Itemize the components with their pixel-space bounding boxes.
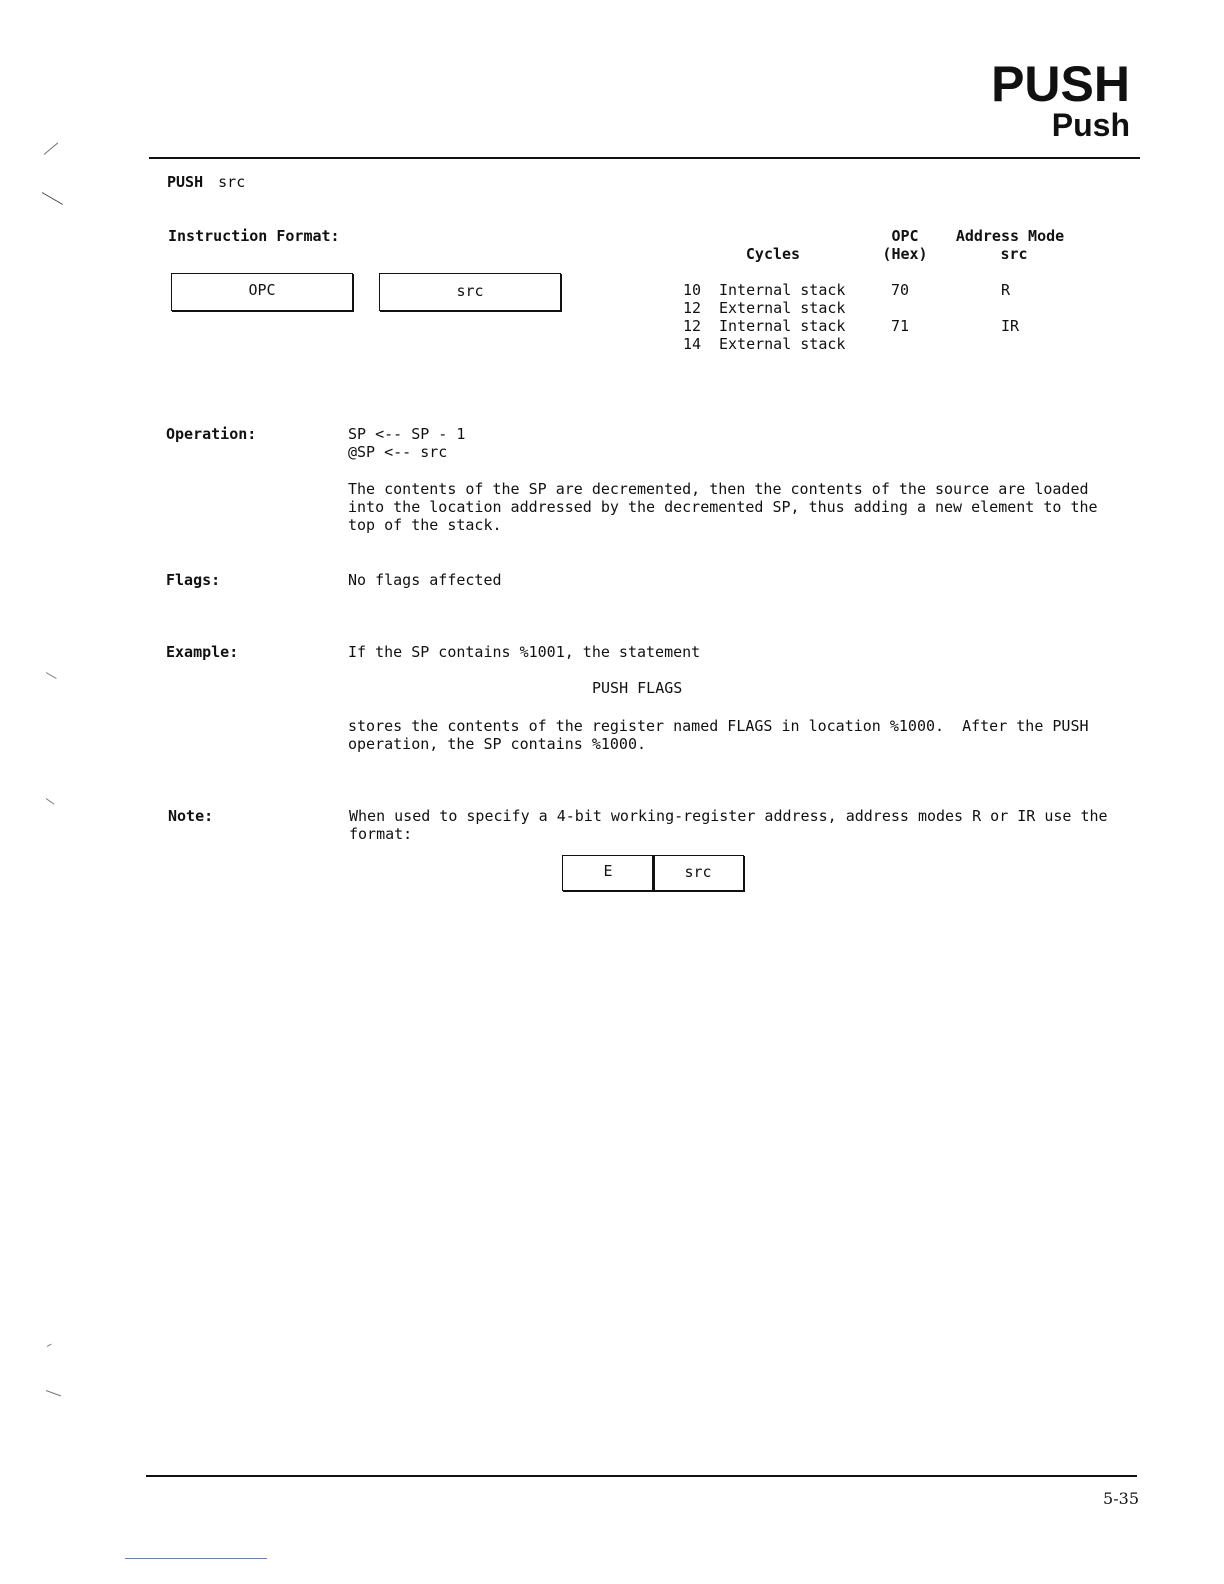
note-line-2: format:: [349, 825, 413, 843]
operation-description-3: top of the stack.: [348, 516, 502, 534]
stack-type: Internal stack: [719, 281, 846, 299]
cycles-table-row: [683, 317, 1083, 335]
operation-description-2: into the location addressed by the decremented SP, thus adding a new element to the: [348, 498, 1098, 516]
scan-mark: [46, 672, 57, 679]
scan-mark: [47, 1344, 52, 1347]
note-field-src: src: [652, 855, 744, 891]
stack-type: External stack: [719, 335, 846, 353]
syntax-mnemonic: PUSH: [167, 173, 204, 191]
format-field-src: src: [379, 273, 561, 311]
operation-label: Operation:: [166, 425, 257, 443]
operation-line-2: @SP <-- src: [348, 443, 448, 461]
cycles-value: 12: [683, 317, 702, 335]
page-subtitle: Push: [1051, 107, 1130, 143]
example-line-3: operation, the SP contains %1000.: [348, 735, 647, 753]
cycles-column-header: Cycles: [745, 245, 801, 263]
note-field-e: E: [562, 855, 654, 891]
flags-text: No flags affected: [348, 571, 502, 589]
address-mode-column-header: Address Mode: [955, 227, 1065, 245]
syntax-operand: src: [218, 173, 246, 191]
cycles-value: 14: [683, 335, 702, 353]
address-mode-src-header: src: [1000, 245, 1028, 263]
page-title: PUSH: [991, 56, 1130, 112]
operation-description-1: The contents of the SP are decremented, then the contents of the source are loaded: [348, 480, 1089, 498]
opc-column-header: OPC: [891, 227, 919, 245]
scan-mark: [46, 798, 55, 805]
format-field-opc: OPC: [171, 273, 353, 311]
syntax-line: [167, 173, 245, 191]
note-line-1: When used to specify a 4-bit working-register address, address modes R or IR use the: [349, 807, 1108, 825]
opc-value: 70: [891, 281, 910, 299]
footer-rule: [146, 1475, 1137, 1477]
example-code: PUSH FLAGS: [592, 679, 683, 697]
operation-line-1: SP <-- SP - 1: [348, 425, 466, 443]
address-mode-value: IR: [1001, 317, 1020, 335]
page-number: 5-35: [1103, 1489, 1139, 1508]
example-label: Example:: [166, 643, 239, 661]
note-label: Note:: [168, 807, 214, 825]
example-line-1: If the SP contains %1001, the statement: [348, 643, 701, 661]
stack-type: External stack: [719, 299, 846, 317]
example-line-2: stores the contents of the register named FLAGS in location %1000. After the PUSH: [348, 717, 1089, 735]
cycles-value: 12: [683, 299, 702, 317]
opc-hex-column-header: (Hex): [882, 245, 928, 263]
scan-mark: [46, 1390, 61, 1396]
scan-mark: [125, 1558, 267, 1559]
opc-value: 71: [891, 317, 910, 335]
cycles-table-row: [683, 299, 1083, 317]
header-rule: [149, 157, 1140, 159]
flags-label: Flags:: [166, 571, 221, 589]
cycles-table-row: [683, 335, 1083, 353]
cycles-table-row: [683, 281, 1083, 299]
stack-type: Internal stack: [719, 317, 846, 335]
instruction-format-label: Instruction Format:: [168, 227, 340, 245]
scan-mark: [44, 143, 58, 155]
scan-mark: [42, 192, 63, 205]
address-mode-value: R: [1001, 281, 1011, 299]
cycles-value: 10: [683, 281, 702, 299]
